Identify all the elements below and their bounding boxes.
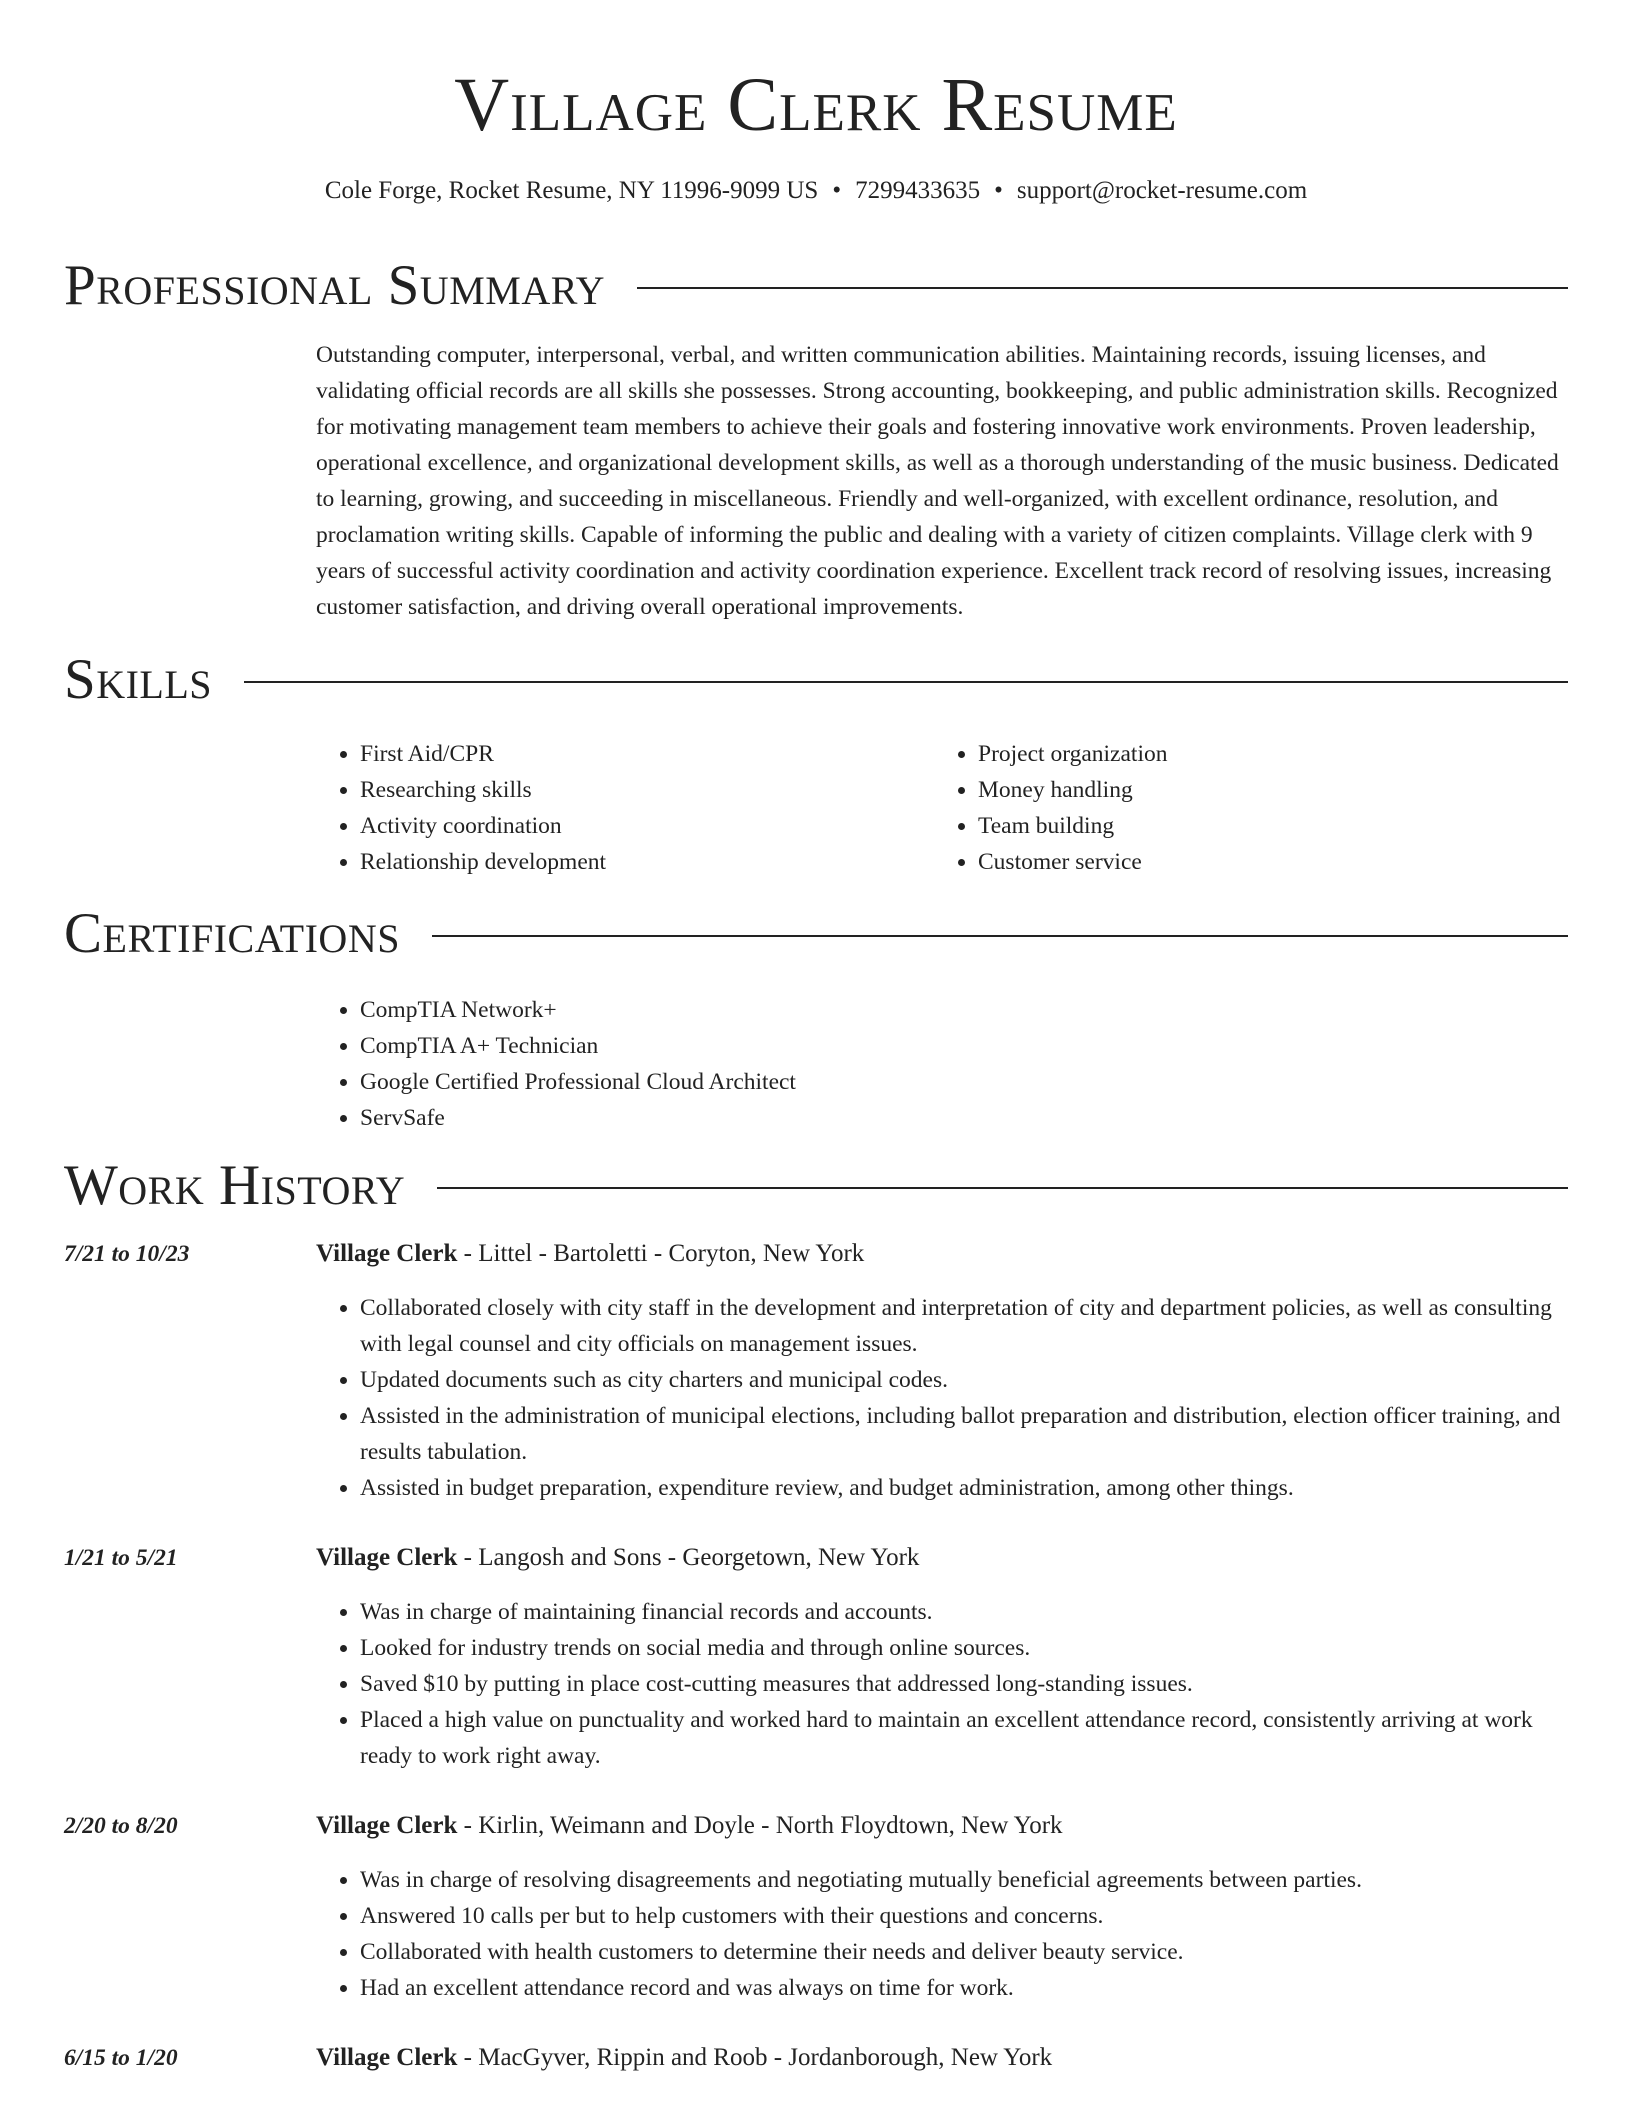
- skill-item: • Team building: [978, 808, 1552, 844]
- skill-item: • Money handling: [978, 772, 1552, 808]
- skill-item: • Researching skills: [360, 772, 934, 808]
- certification-item: • Google Certified Professional Cloud Architect: [360, 1064, 1568, 1100]
- section-divider: [244, 681, 1568, 683]
- job-heading: [316, 2040, 1052, 2076]
- duty-item: • Collaborated with health customers to determine their needs and deliver beauty service.: [360, 1934, 1568, 1970]
- duty-item: • Collaborated closely with city staff in the development and interpretation of city and department policies, as well as consulting with legal counsel and city officials on management issues.: [360, 1290, 1568, 1362]
- job-heading: [316, 1808, 1063, 1844]
- section-divider: [432, 935, 1568, 937]
- job-employer: - Kirlin, Weimann and Doyle - North Floydtown, New York: [457, 1812, 1063, 1839]
- skill-item: • Activity coordination: [360, 808, 934, 844]
- duty-item: • Looked for industry trends on social media and through online sources.: [360, 1630, 1568, 1666]
- certifications-list: [316, 992, 1568, 1136]
- job-employer: - Littel - Bartoletti - Coryton, New York: [457, 1240, 865, 1267]
- work-history-section-header: [64, 1154, 1568, 1218]
- job-title: Village Clerk: [316, 1812, 458, 1839]
- contact-email: support@rocket-resume.com: [1016, 177, 1308, 204]
- duty-item: • Answered 10 calls per but to help customers with their questions and concerns.: [360, 1898, 1568, 1934]
- certification-item: • CompTIA Network+: [360, 992, 1568, 1028]
- duty-item: • Had an excellent attendance record and was always on time for work.: [360, 1970, 1568, 2006]
- job-heading: [316, 1236, 864, 1272]
- job-duties: [316, 1594, 1568, 1774]
- job-duties: [316, 1290, 1568, 1506]
- duty-item: • Saved $10 by putting in place cost-cutting measures that addressed long-standing issues.: [360, 1666, 1568, 1702]
- skill-item: • Customer service: [978, 844, 1552, 880]
- certifications-heading: Certifications: [64, 902, 400, 965]
- summary-section-header: [64, 254, 1568, 318]
- skills-section-header: [64, 648, 1568, 712]
- contact-phone: 7299433635: [855, 177, 981, 204]
- skill-item: • Relationship development: [360, 844, 934, 880]
- duty-item: • Assisted in the administration of municipal elections, including ballot preparation and distribution, election officer training, and results tabulation.: [360, 1398, 1568, 1470]
- skills-list: [316, 736, 1568, 880]
- certifications-section-header: [64, 902, 1568, 966]
- job-heading: [316, 1540, 919, 1576]
- job-dates: 6/15 to 1/20: [64, 2045, 178, 2071]
- duty-item: • Updated documents such as city charters and municipal codes.: [360, 1362, 1568, 1398]
- resume-title: Village Clerk Resume: [454, 63, 1178, 147]
- duty-item: • Was in charge of resolving disagreements and negotiating mutually beneficial agreements between parties.: [360, 1862, 1568, 1898]
- section-divider: [637, 287, 1568, 289]
- skills-column-right: [934, 736, 1552, 880]
- job-dates: 1/21 to 5/21: [64, 1545, 178, 1571]
- job-duties: [316, 1862, 1568, 2006]
- job-employer: - MacGyver, Rippin and Roob - Jordanborough, New York: [457, 2044, 1053, 2071]
- job-employer: - Langosh and Sons - Georgetown, New York: [457, 1544, 920, 1571]
- contact-address: Cole Forge, Rocket Resume, NY 11996-9099 US: [324, 177, 819, 204]
- work-history-heading: Work History: [64, 1154, 406, 1217]
- certification-item: • ServSafe: [360, 1100, 1568, 1136]
- contact-line: [0, 174, 1632, 208]
- skill-item: • First Aid/CPR: [360, 736, 934, 772]
- duty-item: • Assisted in budget preparation, expenditure review, and budget administration, among other things.: [360, 1470, 1568, 1506]
- job-dates: 2/20 to 8/20: [64, 1813, 178, 1839]
- duty-item: • Was in charge of maintaining financial records and accounts.: [360, 1594, 1568, 1630]
- job-title: Village Clerk: [316, 1240, 458, 1267]
- job-title: Village Clerk: [316, 2044, 458, 2071]
- contact-separator: •: [832, 177, 842, 204]
- skill-item: • Project organization: [978, 736, 1552, 772]
- section-divider: [437, 1187, 1568, 1189]
- skills-heading: Skills: [64, 648, 213, 711]
- skills-column-left: [316, 736, 934, 880]
- contact-separator: •: [994, 177, 1003, 204]
- job-dates: 7/21 to 10/23: [64, 1241, 190, 1267]
- summary-heading: Professional Summary: [64, 254, 606, 317]
- job-title: Village Clerk: [316, 1544, 458, 1571]
- summary-text: Outstanding computer, interpersonal, verbal, and written communication abilities. Maintaining records, issuing licenses, and validating official records are all skills she possesses. Strong accounting, bookkeeping, and public administration skills. Recognized for motivating management team members to achieve their goals and fostering innovative work environments. Proven leadership, operational excellence, and organizational development skills, as well as a thorough understanding of the music business. Dedicated to learning, growing, and succeeding in miscellaneous. Friendly and well-organized, with excellent ordinance, resolution, and proclamation writing skills. Capable of informing the public and dealing with a variety of citizen complaints. Village clerk with 9 years of successful activity coordination and activity coordination experience. Excellent track record of resolving issues, increasing customer satisfaction, and driving overall operational improvements.: [316, 342, 1559, 620]
- certification-item: • CompTIA A+ Technician: [360, 1028, 1568, 1064]
- duty-item: • Placed a high value on punctuality and worked hard to maintain an excellent attendance record, consistently arriving at work ready to work right away.: [360, 1702, 1568, 1774]
